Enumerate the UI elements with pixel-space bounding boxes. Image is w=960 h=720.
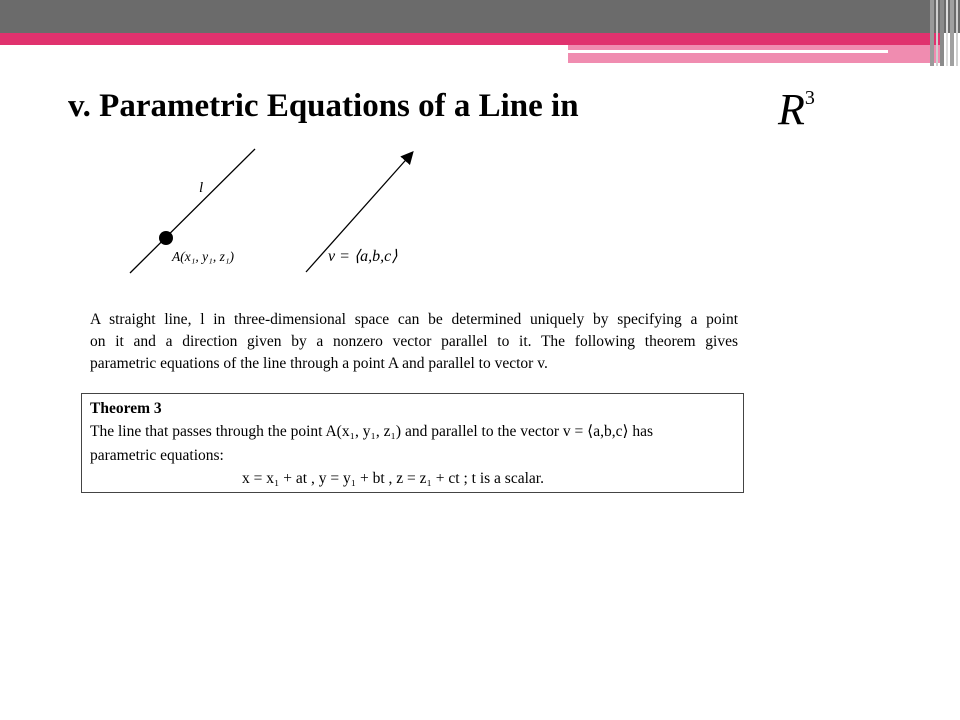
vector-v-label: v = ⟨a,b,c⟩ xyxy=(328,248,398,265)
paragraph-line: on it and a direction given by a nonzero vector parallel to it. The following theorem gives xyxy=(90,333,738,350)
accent-band-light xyxy=(568,45,940,63)
theorem-box xyxy=(81,393,744,493)
point-a-label: A(x₁, y₁, z₁) xyxy=(172,249,235,264)
paragraph-line: parametric equations of the line through a point A and parallel to vector v. xyxy=(90,355,548,372)
corner-stripes xyxy=(930,0,960,66)
title-math-symbol: $R^3$ xyxy=(778,85,815,134)
line-diagram xyxy=(120,145,450,280)
theorem-heading: Theorem 3 xyxy=(90,400,162,417)
paragraph-line: A straight line, l in three-dimensional space can be determined uniquely by specifying a point xyxy=(90,311,738,328)
theorem-statement-cont: parametric equations: xyxy=(90,447,224,464)
intro-paragraph xyxy=(90,309,738,375)
theorem-statement: The line that passes through the point A(x₁, y₁, z₁) and parallel to the vector v = ⟨a,b,c⟩ has xyxy=(90,423,654,440)
theorem-equations: x = x₁ + at , y = y₁ + bt , z = z₁ + ct ; t is a scalar. xyxy=(242,470,544,487)
header-bar xyxy=(0,0,960,33)
point-a-dot xyxy=(159,231,173,245)
accent-band xyxy=(0,33,940,45)
line-l-label: l xyxy=(199,180,204,196)
accent-divider xyxy=(568,50,888,53)
slide-title: v. Parametric Equations of a Line in xyxy=(68,88,579,124)
